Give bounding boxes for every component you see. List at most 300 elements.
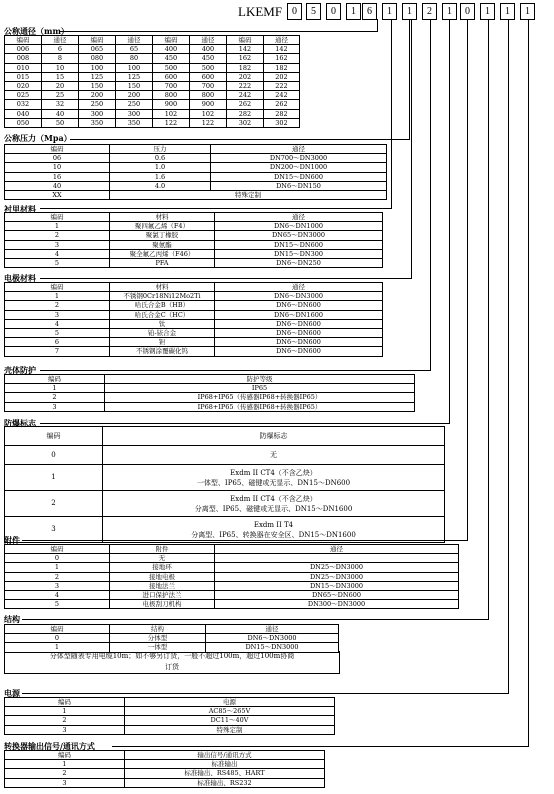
section-title-electrode: 电极材料 xyxy=(4,273,36,283)
section-title-protection: 壳体防护 xyxy=(4,365,36,375)
table-row xyxy=(5,465,445,491)
table-cell: 1 xyxy=(5,222,110,231)
table-cell: 102 xyxy=(190,109,227,118)
table-cell: DN200～DN1000 xyxy=(211,163,387,172)
table-cell: 600 xyxy=(190,72,227,81)
vertical-line-9 xyxy=(508,19,509,694)
table-cell: 450 xyxy=(153,54,190,63)
table-cell: DN65～DN3000 xyxy=(215,231,383,240)
column-header: 通径 xyxy=(215,213,383,222)
table-cell: 聚全氟乙丙烯（F46） xyxy=(110,249,215,258)
table-cell: 050 xyxy=(5,118,42,127)
table-cell: DN6～DN1600 xyxy=(215,310,383,319)
table-row xyxy=(5,402,415,411)
vertical-line-6 xyxy=(449,19,450,424)
leader-line-lining xyxy=(40,208,391,209)
table-cell: DC11～40V xyxy=(125,716,335,725)
table-cell: 一体型 xyxy=(110,643,206,652)
table-row xyxy=(5,347,383,356)
table-cell: 2 xyxy=(5,716,125,725)
table-cell: 025 xyxy=(5,91,42,100)
column-header: 结构 xyxy=(110,625,206,634)
table-cell: 10 xyxy=(5,163,110,172)
table-cell: 125 xyxy=(116,72,153,81)
table-row xyxy=(5,725,335,734)
column-header: 通径 xyxy=(42,36,79,45)
table-cell: 015 xyxy=(5,72,42,81)
table-cell: DN15～DN600 xyxy=(211,172,387,181)
table-cell: 302 xyxy=(227,118,264,127)
column-header: 通径 xyxy=(211,145,387,154)
table-cell: 1 xyxy=(5,292,110,301)
table-cell: DN15～DN3000 xyxy=(206,643,339,652)
table-cell: 032 xyxy=(5,100,42,109)
table-cell xyxy=(215,554,459,563)
table-row xyxy=(5,82,300,91)
table-row xyxy=(5,329,383,338)
table-cell: 0 xyxy=(5,446,103,465)
model-digit-box: 6 xyxy=(362,3,377,20)
table-header-row xyxy=(5,283,383,292)
table-cell: 标准输出、RS232 xyxy=(125,778,325,787)
table-cell: DN6～DN250 xyxy=(215,259,383,268)
table-cell: 300 xyxy=(79,109,116,118)
table-cell: 哈氏合金B（HB） xyxy=(110,301,215,310)
table-row xyxy=(5,769,325,778)
table-cell: 222 xyxy=(227,82,264,91)
explosion-mark: Exdm II T4 xyxy=(253,520,294,529)
table-row xyxy=(5,191,387,200)
table-cell: 标准输出、RS485、HART xyxy=(125,769,325,778)
table-row xyxy=(5,319,383,328)
table-cell: 钛 xyxy=(110,319,215,328)
table-cell: 0 xyxy=(5,634,110,643)
column-header: 编码 xyxy=(5,427,103,446)
table-row xyxy=(5,154,387,163)
table-cell: 4.0 xyxy=(110,181,211,190)
table-row xyxy=(5,446,445,465)
table-cell: 142 xyxy=(264,45,300,54)
explosion-detail: 分离型、IP65、磁键或无显示、DN15～DN1600 xyxy=(194,504,353,513)
table-row xyxy=(5,517,445,543)
table-cell: 特殊定制 xyxy=(110,191,387,200)
table-row xyxy=(5,301,383,310)
table-cell: 250 xyxy=(79,100,116,109)
table-row xyxy=(5,310,383,319)
explosion-mark-cell xyxy=(103,465,445,491)
model-prefix: LKEMF xyxy=(238,4,283,19)
table-cell: 4 xyxy=(5,319,110,328)
column-header: 编码 xyxy=(5,625,110,634)
table-cell: IP68+IP65（传感器IP68+转换器IP65） xyxy=(105,393,415,402)
table-cell: 162 xyxy=(227,54,264,63)
section-title-lining: 衬里材料 xyxy=(4,204,36,214)
table-cell: DN15～DN300 xyxy=(215,249,383,258)
table-cell: 262 xyxy=(227,100,264,109)
table-cell: 006 xyxy=(5,45,42,54)
table-row xyxy=(5,100,300,109)
table-cell: 202 xyxy=(227,72,264,81)
table-cell: 222 xyxy=(264,82,300,91)
table-cell: 接地电极 xyxy=(110,572,215,581)
model-digit-box: 1 xyxy=(480,3,495,20)
vertical-line-3 xyxy=(391,19,392,209)
table-cell: 400 xyxy=(190,45,227,54)
table-row xyxy=(5,778,325,787)
column-header: 通径 xyxy=(190,36,227,45)
table-cell: 3 xyxy=(5,310,110,319)
table-cell: 282 xyxy=(227,109,264,118)
table-header-row xyxy=(5,545,459,554)
table-cell: 182 xyxy=(227,63,264,72)
column-header: 编码 xyxy=(5,698,125,707)
column-header: 编码 xyxy=(153,36,190,45)
table-cell: 1 xyxy=(5,563,110,572)
table-cell: DN6～DN3000 xyxy=(215,292,383,301)
structure-note-line2: 订货 xyxy=(165,663,179,671)
column-header: 材料 xyxy=(110,213,215,222)
vertical-line-2 xyxy=(409,19,410,140)
table-cell: 40 xyxy=(42,109,79,118)
table-row xyxy=(5,384,415,393)
column-header: 通径 xyxy=(215,545,459,554)
table-cell: 500 xyxy=(153,63,190,72)
structure-note-line1: 分体型随表专用电缆10m；如不够另订货，一般不超过100m，超过100m协商 xyxy=(49,652,295,660)
table-cell: 350 xyxy=(79,118,116,127)
table-cell: 80 xyxy=(116,54,153,63)
table-cell: 242 xyxy=(227,91,264,100)
explosion-mark-cell xyxy=(103,446,445,465)
column-header: 编码 xyxy=(5,145,110,154)
table-cell: DN700～DN3000 xyxy=(211,154,387,163)
table-row xyxy=(5,231,383,240)
table-row xyxy=(5,54,300,63)
table-cell: 4 xyxy=(5,591,110,600)
table-cell: 100 xyxy=(116,63,153,72)
table-cell: DN6～DN600 xyxy=(215,329,383,338)
explosion-mark: 无 xyxy=(270,451,277,459)
table-cell: 15 xyxy=(42,72,79,81)
leader-line-electrode xyxy=(40,278,411,279)
table-header-row xyxy=(5,213,383,222)
table-cell: 3 xyxy=(5,725,125,734)
column-header: 输出信号/通讯方式 xyxy=(125,751,325,760)
table-cell: 700 xyxy=(190,82,227,91)
table-cell: 1 xyxy=(5,760,125,769)
model-digit-box: 5 xyxy=(306,3,321,20)
table-row xyxy=(5,393,415,402)
table-cell: 700 xyxy=(153,82,190,91)
output-table xyxy=(4,750,325,788)
model-digit-box: 1 xyxy=(500,3,515,20)
table-cell: DN300～DN3000 xyxy=(215,600,459,609)
structure-table xyxy=(4,624,339,653)
table-cell: 25 xyxy=(42,91,79,100)
model-digit-box: 0 xyxy=(460,3,475,20)
explosion-mark: Exdm II CT4（不含乙炔） xyxy=(230,468,317,477)
model-digit-box: 1 xyxy=(520,3,535,20)
leader-line-protection xyxy=(40,370,430,371)
table-row xyxy=(5,45,300,54)
section-title-explosion: 防爆标志 xyxy=(4,418,36,428)
protection-table xyxy=(4,374,415,412)
leader-line-structure xyxy=(22,619,488,620)
table-cell: DN6～DN600 xyxy=(215,347,383,356)
table-cell: 150 xyxy=(79,82,116,91)
table-cell: 020 xyxy=(5,82,42,91)
table-cell: DN15～DN3000 xyxy=(215,581,459,590)
table-cell: 钽 xyxy=(110,338,215,347)
table-cell: DN25～DN3000 xyxy=(215,572,459,581)
table-cell: 125 xyxy=(79,72,116,81)
model-digit-box: 1 xyxy=(442,3,457,20)
table-header-row xyxy=(5,625,339,634)
table-cell: 06 xyxy=(5,154,110,163)
table-header-row xyxy=(5,145,387,154)
table-cell: 铂-铱合金 xyxy=(110,329,215,338)
table-cell: 0.6 xyxy=(110,154,211,163)
column-header: 电源 xyxy=(125,698,335,707)
table-row xyxy=(5,118,300,127)
table-cell: DN6～DN600 xyxy=(215,301,383,310)
vertical-line-7 xyxy=(467,19,468,541)
table-cell: 350 xyxy=(116,118,153,127)
table-cell: 282 xyxy=(264,109,300,118)
table-cell: 不锈钢0Cr18Ni12Mo2Ti xyxy=(110,292,215,301)
table-cell: 无 xyxy=(110,554,215,563)
table-cell: 聚氯丁橡胶 xyxy=(110,231,215,240)
table-cell: 6 xyxy=(42,45,79,54)
lining-table xyxy=(4,212,383,268)
section-title-structure: 结构 xyxy=(4,614,20,624)
table-cell: 接地法兰 xyxy=(110,581,215,590)
vertical-line-4 xyxy=(411,19,412,279)
section-title-output: 转换器输出信号/通讯方式 xyxy=(4,741,95,751)
table-cell: 800 xyxy=(153,91,190,100)
column-header: 防爆标志 xyxy=(103,427,445,446)
table-cell: 800 xyxy=(190,91,227,100)
diameter-table xyxy=(4,35,300,128)
column-header: 防护等级 xyxy=(105,375,415,384)
table-cell: 5 xyxy=(5,259,110,268)
table-row xyxy=(5,563,459,572)
table-cell: 1.0 xyxy=(110,163,211,172)
table-row xyxy=(5,172,387,181)
leader-line-output xyxy=(112,746,528,747)
table-cell: 接地环 xyxy=(110,563,215,572)
table-cell: PFA xyxy=(110,259,215,268)
table-cell: 040 xyxy=(5,109,42,118)
column-header: 编码 xyxy=(5,375,105,384)
table-cell: 1 xyxy=(5,465,103,491)
table-cell: 特殊定制 xyxy=(125,725,335,734)
column-header: 编码 xyxy=(5,751,125,760)
table-cell: 010 xyxy=(5,63,42,72)
column-header: 编码 xyxy=(79,36,116,45)
table-cell: 8 xyxy=(42,54,79,63)
table-cell: 16 xyxy=(5,172,110,181)
structure-note xyxy=(4,651,340,674)
table-cell: 40 xyxy=(5,181,110,190)
table-cell: 1 xyxy=(5,707,125,716)
section-title-accessory: 附件 xyxy=(4,535,20,545)
electrode-table xyxy=(4,282,383,357)
table-cell: 2 xyxy=(5,769,125,778)
vertical-line-5 xyxy=(430,19,431,371)
explosion-detail: 分离型、IP65、转换器在安全区、DN15～DN1600 xyxy=(191,530,356,539)
model-digit-box: 0 xyxy=(326,3,341,20)
table-cell: 2 xyxy=(5,301,110,310)
table-cell: 900 xyxy=(153,100,190,109)
table-row xyxy=(5,63,300,72)
table-cell: 0 xyxy=(5,554,110,563)
table-cell: 200 xyxy=(116,91,153,100)
section-title-pressure: 公称压力（Mpa） xyxy=(4,133,72,143)
explosion-mark-cell xyxy=(103,491,445,517)
table-cell: 3 xyxy=(5,517,103,543)
table-cell: 150 xyxy=(116,82,153,91)
table-cell: 122 xyxy=(153,118,190,127)
table-cell: DN65～DN600 xyxy=(215,591,459,600)
table-row xyxy=(5,222,383,231)
table-cell: 32 xyxy=(42,100,79,109)
accessory-table xyxy=(4,544,459,609)
table-row xyxy=(5,292,383,301)
table-cell: 聚四氟乙烯（F4） xyxy=(110,222,215,231)
column-header: 通径 xyxy=(215,283,383,292)
table-row xyxy=(5,181,387,190)
table-cell: 4 xyxy=(5,249,110,258)
table-header-row xyxy=(5,375,415,384)
table-row xyxy=(5,72,300,81)
table-row xyxy=(5,91,300,100)
table-header-row xyxy=(5,427,445,446)
model-digit-box: 2 xyxy=(422,3,437,20)
table-header-row xyxy=(5,751,325,760)
column-header: 编码 xyxy=(5,545,110,554)
table-cell: 250 xyxy=(116,100,153,109)
table-cell: 聚氨酯 xyxy=(110,240,215,249)
table-row xyxy=(5,634,339,643)
table-row xyxy=(5,716,335,725)
table-cell: 65 xyxy=(116,45,153,54)
table-cell: 1 xyxy=(5,643,110,652)
vertical-line-1 xyxy=(377,19,378,32)
power-table xyxy=(4,697,335,735)
table-cell: 50 xyxy=(42,118,79,127)
explosion-detail: 一体型、IP65、磁键或无显示、DN15～DN600 xyxy=(196,478,351,487)
table-cell: 2 xyxy=(5,231,110,240)
table-header-row xyxy=(5,698,335,707)
table-cell: 142 xyxy=(227,45,264,54)
table-cell: 3 xyxy=(5,581,110,590)
table-cell: DN6～DN600 xyxy=(215,338,383,347)
explosion-table xyxy=(4,426,445,543)
table-cell: 242 xyxy=(264,91,300,100)
table-header-row xyxy=(5,36,300,45)
table-row xyxy=(5,163,387,172)
leader-line-diameter xyxy=(60,31,377,32)
column-header: 编码 xyxy=(5,283,110,292)
table-cell: 3 xyxy=(5,778,125,787)
table-cell: 10 xyxy=(42,63,79,72)
table-row xyxy=(5,338,383,347)
column-header: 编码 xyxy=(227,36,264,45)
table-row xyxy=(5,109,300,118)
table-cell: DN6～DN600 xyxy=(215,319,383,328)
table-cell: 1.6 xyxy=(110,172,211,181)
column-header: 编码 xyxy=(5,213,110,222)
leader-line-power xyxy=(22,693,508,694)
column-header: 通径 xyxy=(116,36,153,45)
table-row xyxy=(5,259,383,268)
table-cell: 202 xyxy=(264,72,300,81)
table-cell: 300 xyxy=(116,109,153,118)
table-cell: 200 xyxy=(79,91,116,100)
table-cell: 102 xyxy=(153,109,190,118)
table-cell: 122 xyxy=(190,118,227,127)
column-header: 编码 xyxy=(5,36,42,45)
pressure-table xyxy=(4,144,387,200)
table-cell: 302 xyxy=(264,118,300,127)
table-cell: DN6～DN150 xyxy=(211,181,387,190)
table-cell: 20 xyxy=(42,82,79,91)
model-digit-box: 1 xyxy=(382,3,397,20)
model-digit-box: 1 xyxy=(402,3,417,20)
leader-line-pressure xyxy=(70,139,409,140)
table-cell: DN25～DN3000 xyxy=(215,563,459,572)
table-cell: DN6～DN3000 xyxy=(206,634,339,643)
column-header: 压力 xyxy=(110,145,211,154)
table-cell: 065 xyxy=(79,45,116,54)
table-cell: 分体型 xyxy=(110,634,206,643)
table-cell: 182 xyxy=(264,63,300,72)
table-cell: 进口保护法兰 xyxy=(110,591,215,600)
table-cell: 008 xyxy=(5,54,42,63)
table-row xyxy=(5,554,459,563)
section-title-diameter: 公称通径（mm） xyxy=(4,26,69,36)
table-cell: 3 xyxy=(5,240,110,249)
explosion-mark: Exdm II CT4（不含乙炔） xyxy=(230,494,317,503)
table-row xyxy=(5,249,383,258)
table-cell: 100 xyxy=(79,63,116,72)
table-cell: 162 xyxy=(264,54,300,63)
table-row xyxy=(5,591,459,600)
table-row xyxy=(5,581,459,590)
table-cell: 400 xyxy=(153,45,190,54)
table-row xyxy=(5,760,325,769)
table-cell: 哈氏合金C（HC） xyxy=(110,310,215,319)
table-cell: 5 xyxy=(5,600,110,609)
table-cell: 2 xyxy=(5,572,110,581)
table-cell: DN15～DN600 xyxy=(215,240,383,249)
table-cell: AC85～265V xyxy=(125,707,335,716)
table-cell: 450 xyxy=(190,54,227,63)
column-header: 通径 xyxy=(206,625,339,634)
column-header: 通径 xyxy=(264,36,300,45)
table-cell: 7 xyxy=(5,347,110,356)
table-cell: 不锈钢涂覆碳化钨 xyxy=(110,347,215,356)
table-cell: 3 xyxy=(5,402,105,411)
table-row xyxy=(5,707,335,716)
table-cell: 电极刮刀机构 xyxy=(110,600,215,609)
table-cell: 080 xyxy=(79,54,116,63)
table-cell: 5 xyxy=(5,329,110,338)
model-digit-box: 1 xyxy=(346,3,361,20)
table-cell: IP68+IP65（传感器IP68+转换器IP65） xyxy=(105,402,415,411)
table-cell: DN6～DN1000 xyxy=(215,222,383,231)
vertical-line-8 xyxy=(488,19,489,620)
